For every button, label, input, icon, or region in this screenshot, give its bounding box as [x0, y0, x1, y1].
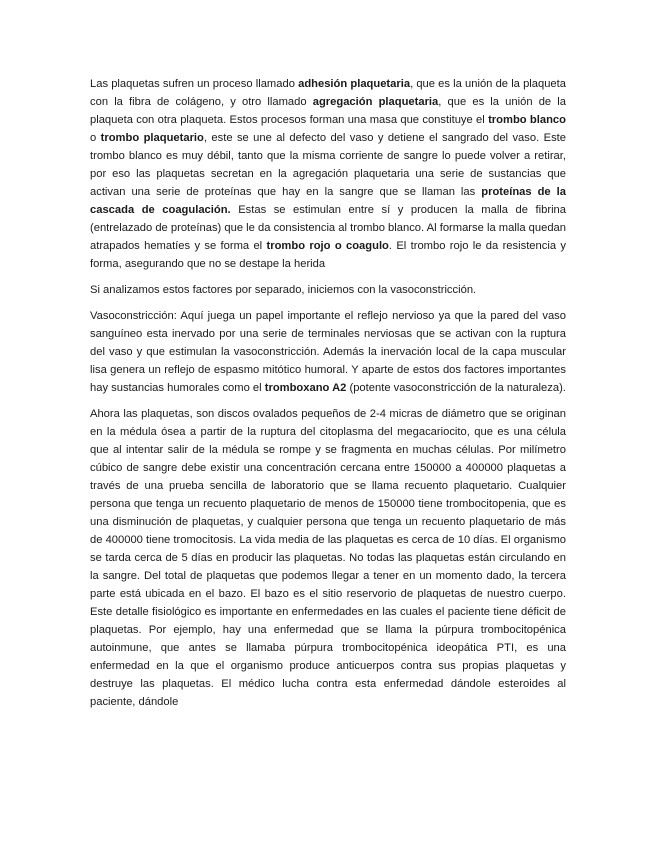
bold-term-trombo-blanco: trombo blanco [488, 114, 566, 126]
text-segment: Las plaquetas sufren un proceso llamado [90, 78, 299, 90]
document-page [90, 75, 566, 719]
bold-term-agregacion-plaquetaria: agregación plaquetaria [312, 96, 439, 108]
text-segment: , que es la unión de la plaqueta con la fibra de colágeno, y otro llamado [90, 78, 566, 108]
text-segment: Estas se estimulan entre sí y producen la malla de fibrina (entrelazado de proteínas) que le da consistencia al trombo blanco. Al formarse la malla quedan atrapados hematíes y se forma el [90, 204, 566, 252]
text-segment: Vasoconstricción: Aquí juega un papel importante el reflejo nervioso ya que la pared del vaso sanguíneo esta inervado por una serie de terminales nerviosas que se activan con la ruptura del vaso y que estimulan la vasoconstricción. Además la inervación local de la capa muscular lisa genera un reflejo de espasmo mitótico humoral. Y aparte de estos dos factores importantes hay sustancias humorales como el [90, 310, 566, 394]
text-segment: Ahora las plaquetas, son discos ovalados pequeños de 2-4 micras de diámetro que se originan en la médula ósea a partir de la ruptura del citoplasma del megacariocito, que es una célula que al intentar salir de la médula se rompe y se fragmenta en muchas células. Por milímetro cúbico de sangre debe existir una concentración cercana entre 150000 a 400000 plaquetas a través de una prueba sencilla de laboratorio que se llama recuento plaquetario. Cualquier persona que tenga un recuento plaquetario de menos de 150000 tiene trombocitopenia, que es una disminución de plaquetas, y cualquier persona que tenga un recuento plaquetario de más de 400000 tiene tromocitosis. La vida media de las plaquetas es cerca de 10 días. El organismo se tarda cerca de 5 días en producir las plaquetas. No todas las plaquetas están circulando en la sangre. Del total de plaquetas que podemos llegar a tener en un momento dado, la tercera parte está ubicada en el bazo. El bazo es el sitio reservorio de plaquetas de nuestro cuerpo. Este detalle fisiológico es importante en enfermedades en las cuales el paciente tiene déficit de plaquetas. Por ejemplo, hay una enfermedad que se llama la púrpura trombocitopénica autoinmune, que antes se llamaba púrpura trombocitopénica ideopática PTI, es una enfermedad en la que el organismo produce anticuerpos contra sus propias plaquetas y destruye las plaquetas. El médico lucha contra esta enfermedad dándole esteroides al paciente, dándole [90, 408, 566, 708]
bold-term-trombo-plaquetario: trombo plaquetario [100, 132, 204, 144]
paragraph-plaquetas [90, 405, 566, 711]
bold-term-trombo-rojo: trombo rojo o coagulo [266, 240, 389, 252]
bold-term-tromboxano-a2: tromboxano A2 [264, 382, 347, 394]
text-segment: Si analizamos estos factores por separado, iniciemos con la vasoconstricción. [90, 284, 477, 296]
paragraph-vasoconstriccion [90, 307, 566, 397]
paragraph-intro-factores [90, 281, 566, 299]
text-segment: , que es la unión de la plaqueta con otra plaqueta. Estos procesos forman una masa que constituye el [90, 96, 566, 126]
text-segment: . El trombo rojo le da resistencia y forma, asegurando que no se destape la herida [90, 240, 566, 270]
bold-term-cascada-coagulacion: proteínas de la cascada de coagulación. [90, 186, 566, 216]
bold-term-adhesion-plaquetaria: adhesión plaquetaria [298, 78, 411, 90]
paragraph-adhesion [90, 75, 566, 273]
text-segment: o [90, 132, 101, 144]
text-segment: , este se une al defecto del vaso y detiene el sangrado del vaso. Este trombo blanco es muy débil, tanto que la misma corriente de sangre lo puede volver a retirar, por eso las plaquetas secretan en la agregación plaquetaria una serie de sustancias que activan una serie de proteínas que hay en la sangre que se llaman las [90, 132, 566, 198]
text-segment: (potente vasoconstricción de la naturaleza). [346, 382, 566, 394]
